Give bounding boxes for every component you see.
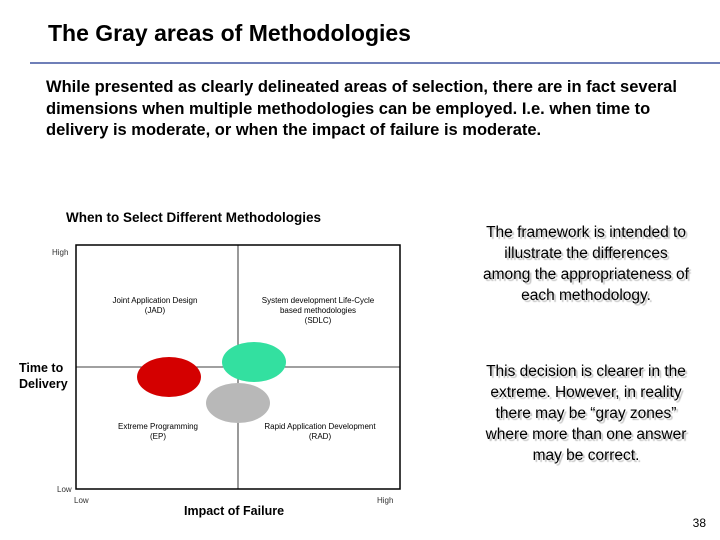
green-ellipse: [222, 342, 286, 382]
quadrant-rad: [244, 422, 396, 442]
sdlc-line2: based methodologies: [279, 306, 357, 315]
quadrant-sdlc: [242, 296, 394, 326]
y-axis-label: [19, 360, 68, 392]
y-low-tick: Low: [57, 485, 72, 494]
rad-line1: Rapid Application Development: [264, 422, 376, 431]
jad-line1: Joint Application Design: [112, 296, 198, 305]
y-axis-label-line1: Time to: [19, 361, 64, 375]
sidebar-paragraph-framework: The framework is intended to illustrate the differences among the appropriateness of each methodology.: [483, 224, 689, 304]
diagram-title: When to Select Different Methodologies: [66, 210, 322, 225]
intro-paragraph: While presented as clearly delineated areas of selection, there are in fact several dimensions when multiple methodologies can be employed. I.e. when time to delivery is moderate, or when the impact of failure is moderate.: [46, 78, 677, 139]
y-axis-label-line2: Delivery: [19, 377, 68, 391]
red-ellipse: [137, 357, 201, 397]
x-low-tick: Low: [74, 496, 89, 505]
y-high-tick: High: [52, 248, 69, 257]
quadrant-ep: [96, 422, 220, 442]
ep-line2: (EP): [150, 432, 166, 441]
page-number: 38: [692, 516, 706, 530]
jad-line2: (JAD): [144, 306, 166, 315]
quadrant-jad: [92, 296, 218, 316]
sdlc-line1: System development Life-Cycle: [261, 296, 375, 305]
sdlc-line3: (SDLC): [304, 316, 332, 325]
slide-title: The Gray areas of Methodologies: [48, 20, 411, 46]
gray-ellipse: [206, 383, 270, 423]
ep-line1: Extreme Programming: [117, 422, 199, 431]
x-axis-label: Impact of Failure: [184, 504, 285, 518]
sidebar-paragraph-gray-zones: This decision is clearer in the extreme. However, in reality there may be “gray zones” where more than one answer may be correct.: [485, 363, 687, 464]
rad-line2: (RAD): [308, 432, 332, 441]
x-high-tick: High: [377, 496, 394, 505]
